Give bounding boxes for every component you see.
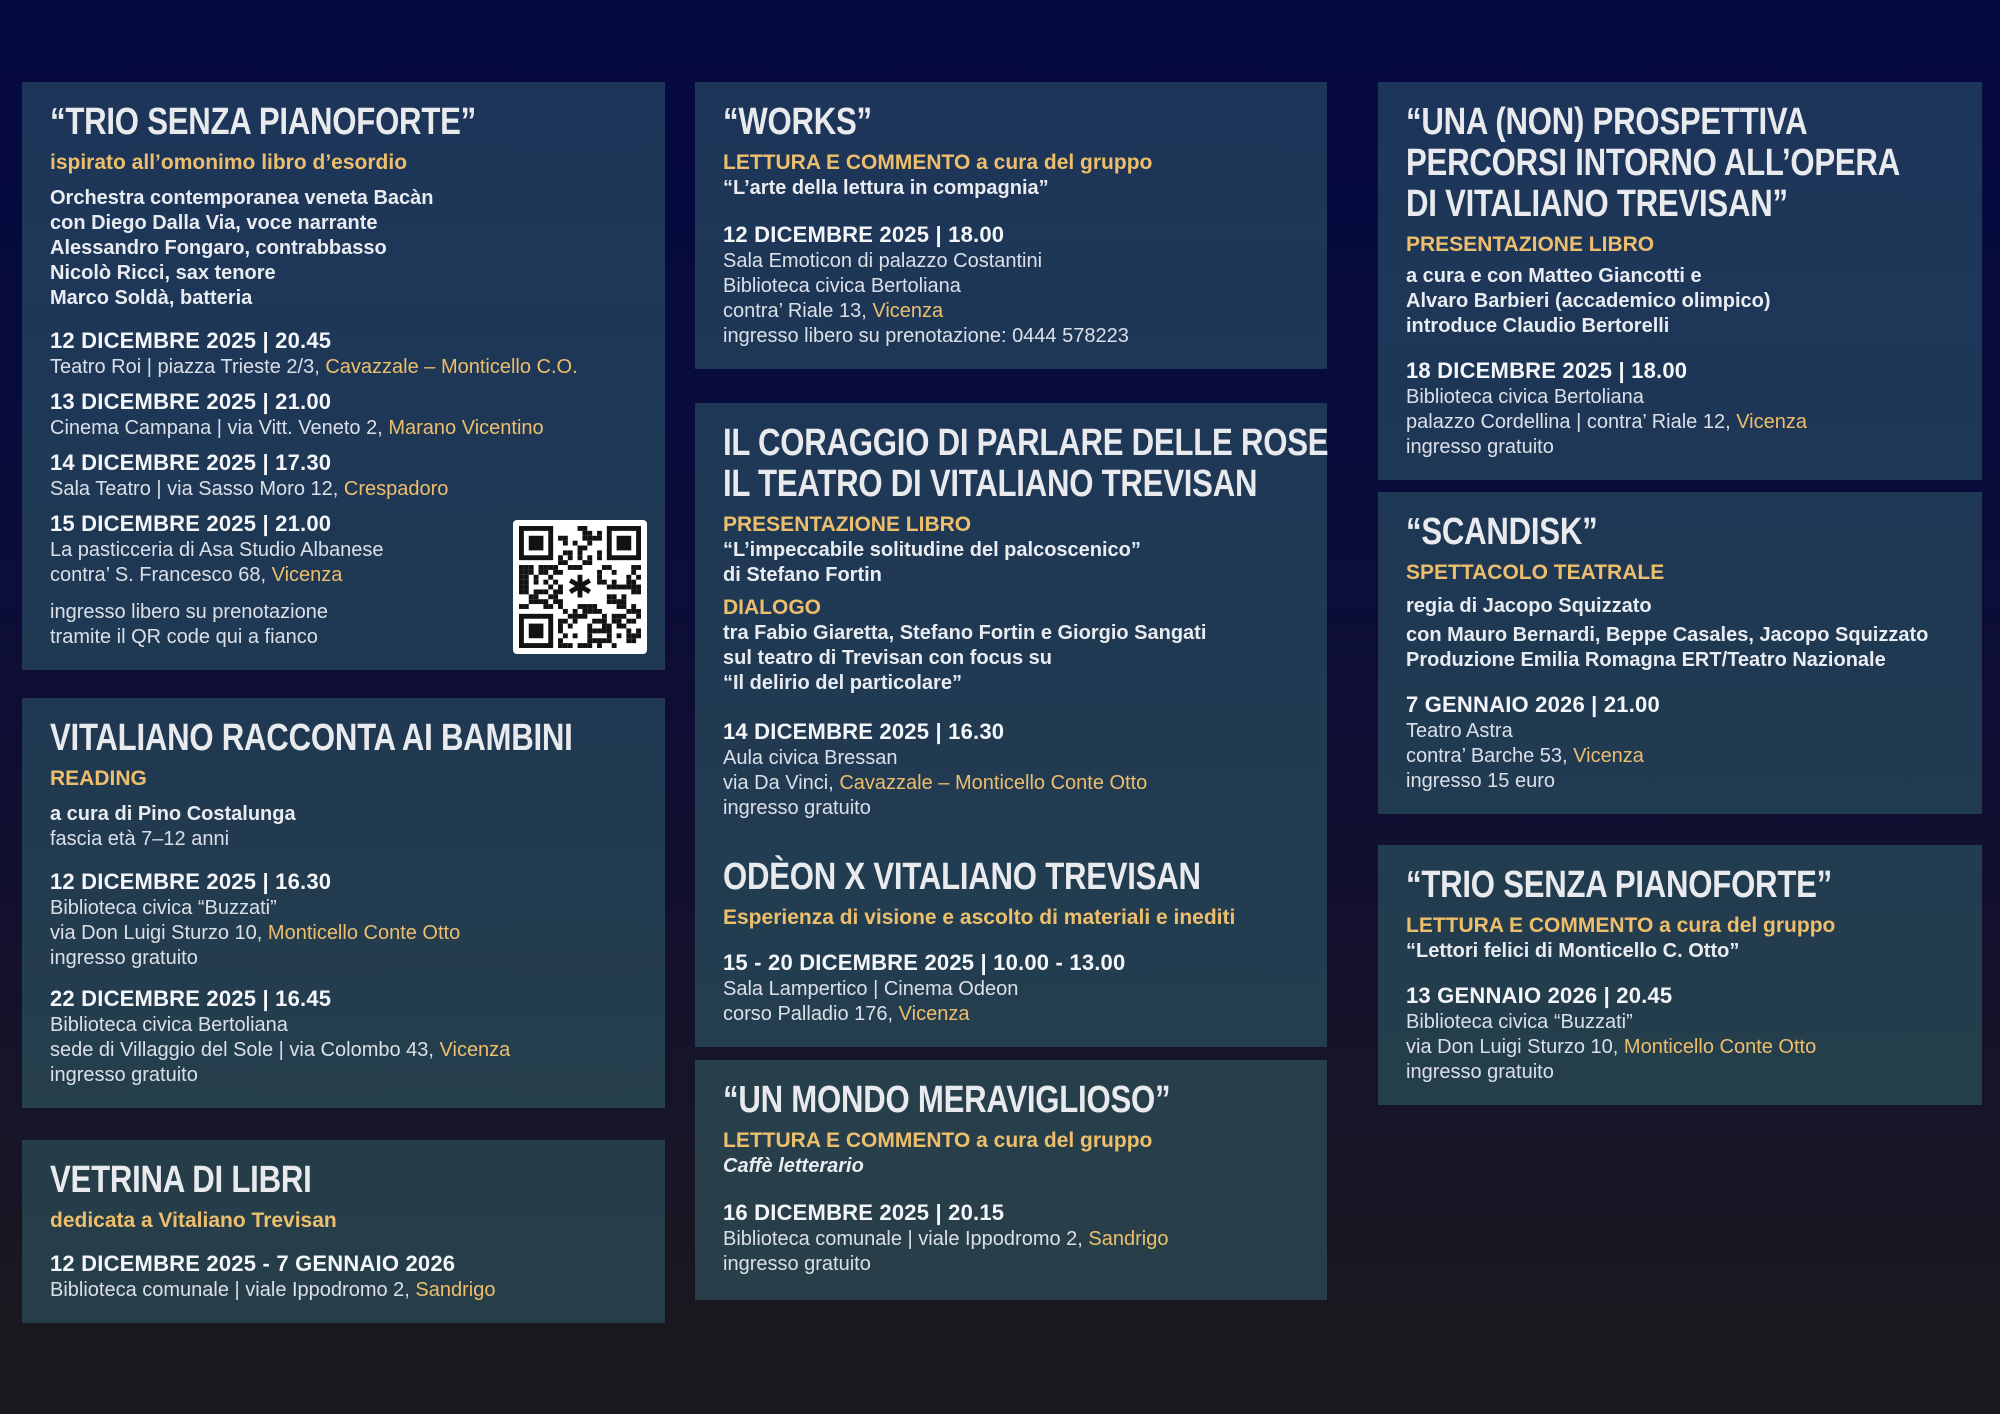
event-date: 18 DICEMBRE 2025 | 18.00 xyxy=(1406,358,1688,383)
location-accent-text: Monticello Conte Otto xyxy=(267,922,461,944)
card-title: “UNA (NON) PROSPETTIVA PERCORSI INTORNO ALL’OPERA DI VITALIANO TREVISAN” xyxy=(1406,101,1900,225)
spacer xyxy=(1406,673,1954,683)
text-line: con Mauro Bernardi, Beppe Casales, Jacopo Squizzato xyxy=(1406,624,1929,646)
text-line: Marco Soldà, batteria xyxy=(50,287,253,309)
text-line: ingresso gratuito xyxy=(50,1064,198,1086)
card-title: “TRIO SENZA PIANOFORTE” xyxy=(50,101,476,143)
event-card-m1 xyxy=(695,82,1327,369)
location-accent-text: Crespadoro xyxy=(343,478,449,500)
event-date: 15 - 20 DICEMBRE 2025 | 10.00 - 13.00 xyxy=(723,950,1126,975)
spacer xyxy=(50,311,637,319)
event-date: 14 DICEMBRE 2025 | 16.30 xyxy=(723,719,1005,744)
text-line: via Da Vinci, Cavazzale – Monticello Conte Otto xyxy=(723,772,1148,794)
card-title: VETRINA DI LIBRI xyxy=(50,1159,312,1201)
event-kicker: DIALOGO xyxy=(723,596,821,619)
qr-code-icon xyxy=(513,520,647,654)
text-line: Alvaro Barbieri (accademico olimpico) xyxy=(1406,290,1771,312)
text-line: palazzo Cordellina | contra’ Riale 12, Vicenza xyxy=(1406,411,1807,433)
text-line: via Don Luigi Sturzo 10, Monticello Conte Otto xyxy=(1406,1036,1817,1058)
event-kicker: SPETTACOLO TEATRALE xyxy=(1406,561,1665,584)
event-date: 14 DICEMBRE 2025 | 17.30 xyxy=(50,450,332,475)
event-card-l2 xyxy=(22,698,665,1108)
text-line: ingresso gratuito xyxy=(50,947,198,969)
text-line: “Il delirio del particolare” xyxy=(723,672,962,694)
text-line: Caffè letterario xyxy=(723,1155,864,1177)
event-kicker: Esperienza di visione e ascolto di materiali e inediti xyxy=(723,906,1236,929)
text-line: Orchestra contemporanea veneta Bacàn xyxy=(50,187,434,209)
event-kicker: READING xyxy=(50,767,147,790)
event-date: 22 DICEMBRE 2025 | 16.45 xyxy=(50,986,332,1011)
event-kicker: dedicata a Vitaliano Trevisan xyxy=(50,1209,337,1232)
text-line: Sala Lampertico | Cinema Odeon xyxy=(723,978,1019,1000)
text-line: di Stefano Fortin xyxy=(723,564,882,586)
text-line: Cinema Campana | via Vitt. Veneto 2, Marano Vicentino xyxy=(50,417,544,439)
card-title: “SCANDISK” xyxy=(1406,511,1598,553)
card-title: ODÈON X VITALIANO TREVISAN xyxy=(723,856,1201,898)
text-line: Sala Teatro | via Sasso Moro 12, Crespadoro xyxy=(50,478,449,500)
text-line: Produzione Emilia Romagna ERT/Teatro Nazionale xyxy=(1406,649,1886,671)
text-line: Nicolò Ricci, sax tenore xyxy=(50,262,276,284)
card-title: IL CORAGGIO DI PARLARE DELLE ROSE IL TEATRO DI VITALIANO TREVISAN xyxy=(723,422,1329,505)
spacer xyxy=(1406,339,1954,349)
text-line: Biblioteca civica “Buzzati” xyxy=(1406,1011,1633,1033)
event-kicker: LETTURA E COMMENTO a cura del gruppo xyxy=(723,151,1153,174)
event-date: 7 GENNAIO 2026 | 21.00 xyxy=(1406,692,1660,717)
event-date: 16 DICEMBRE 2025 | 20.15 xyxy=(723,1200,1005,1225)
event-card-r1 xyxy=(1378,82,1982,480)
text-line: ingresso libero su prenotazione xyxy=(50,601,328,623)
event-date: 12 DICEMBRE 2025 - 7 GENNAIO 2026 xyxy=(50,1251,456,1276)
text-line: corso Palladio 176, Vicenza xyxy=(723,1003,970,1025)
text-line: Aula civica Bressan xyxy=(723,747,898,769)
text-line: contra’ Riale 13, Vicenza xyxy=(723,300,944,322)
card-title: “WORKS” xyxy=(723,101,872,143)
column-middle xyxy=(695,0,1327,1414)
text-line: “Lettori felici di Monticello C. Otto” xyxy=(1406,940,1740,962)
text-line: sul teatro di Trevisan con focus su xyxy=(723,647,1052,669)
text-line: Biblioteca comunale | viale Ippodromo 2, Sandrigo xyxy=(50,1279,496,1301)
text-line: tramite il QR code qui a fianco xyxy=(50,626,318,648)
text-line: introduce Claudio Bertorelli xyxy=(1406,315,1670,337)
event-kicker: ispirato all’omonimo libro d’esordio xyxy=(50,151,408,174)
svg-text:✱: ✱ xyxy=(566,569,594,606)
spacer xyxy=(50,792,637,802)
event-card-r3 xyxy=(1378,845,1982,1105)
text-line: Biblioteca civica “Buzzati” xyxy=(50,897,277,919)
spacer xyxy=(723,201,1299,213)
text-line: con Diego Dalla Via, voce narrante xyxy=(50,212,378,234)
event-date: 15 DICEMBRE 2025 | 21.00 xyxy=(50,511,332,536)
event-card-m4 xyxy=(695,1060,1327,1300)
card-title: VITALIANO RACCONTA AI BAMBINI xyxy=(50,717,573,759)
text-line: via Don Luigi Sturzo 10, Monticello Conte Otto xyxy=(50,922,461,944)
location-accent-text: Vicenza xyxy=(898,1003,970,1025)
text-line: ingresso gratuito xyxy=(1406,436,1554,458)
text-line: ingresso gratuito xyxy=(1406,1061,1554,1083)
event-date: 12 DICEMBRE 2025 | 16.30 xyxy=(50,869,332,894)
text-line: “L’arte della lettura in compagnia” xyxy=(723,177,1049,199)
event-kicker: LETTURA E COMMENTO a cura del gruppo xyxy=(1406,914,1836,937)
spacer xyxy=(50,852,637,860)
event-card-l1 xyxy=(22,82,665,670)
text-line: contra’ S. Francesco 68, Vicenza xyxy=(50,564,343,586)
event-kicker: PRESENTAZIONE LIBRO xyxy=(723,513,972,536)
text-line: ingresso gratuito xyxy=(723,797,871,819)
event-card-r2 xyxy=(1378,492,1982,814)
text-line: sede di Villaggio del Sole | via Colombo 43, Vicenza xyxy=(50,1039,511,1061)
text-line: La pasticceria di Asa Studio Albanese xyxy=(50,539,384,561)
spacer xyxy=(50,1234,637,1242)
text-line: ingresso libero su prenotazione: 0444 578223 xyxy=(723,325,1129,347)
event-card-m2 xyxy=(695,403,1327,841)
text-line: a cura di Pino Costalunga xyxy=(50,803,296,825)
location-accent-text: Cavazzale – Monticello Conte Otto xyxy=(839,772,1148,794)
location-accent-text: Marano Vicentino xyxy=(388,417,544,439)
text-line: Biblioteca comunale | viale Ippodromo 2, Sandrigo xyxy=(723,1228,1169,1250)
text-line: Alessandro Fongaro, contrabbasso xyxy=(50,237,387,259)
card-title: “TRIO SENZA PIANOFORTE” xyxy=(1406,864,1832,906)
event-date: 12 DICEMBRE 2025 | 20.45 xyxy=(50,328,332,353)
spacer xyxy=(723,696,1299,710)
text-line: Biblioteca civica Bertoliana xyxy=(50,1014,288,1036)
event-date: 12 DICEMBRE 2025 | 18.00 xyxy=(723,222,1005,247)
location-accent-text: Sandrigo xyxy=(415,1279,496,1301)
location-accent-text: Cavazzale – Monticello C.O. xyxy=(325,356,578,378)
spacer xyxy=(1406,964,1954,974)
text-line: a cura e con Matteo Giancotti e xyxy=(1406,265,1702,287)
location-accent-text: Monticello Conte Otto xyxy=(1623,1036,1817,1058)
location-accent-text: Vicenza xyxy=(439,1039,511,1061)
spacer xyxy=(1406,586,1954,594)
spacer xyxy=(50,971,637,977)
column-right xyxy=(1378,0,1982,1414)
text-line: contra’ Barche 53, Vicenza xyxy=(1406,745,1644,767)
location-accent-text: Sandrigo xyxy=(1088,1228,1169,1250)
text-line: tra Fabio Giaretta, Stefano Fortin e Giorgio Sangati xyxy=(723,622,1207,644)
text-line: regia di Jacopo Squizzato xyxy=(1406,595,1652,617)
text-line: Sala Emoticon di palazzo Costantini xyxy=(723,250,1043,272)
text-line: Biblioteca civica Bertoliana xyxy=(1406,386,1644,408)
event-date: 13 GENNAIO 2026 | 20.45 xyxy=(1406,983,1673,1008)
event-card-m3 xyxy=(695,837,1327,1047)
location-accent-text: Vicenza xyxy=(1573,745,1644,767)
text-line: ingresso gratuito xyxy=(723,1253,871,1275)
location-accent-text: Vicenza xyxy=(872,300,944,322)
card-title: “UN MONDO MERAVIGLIOSO” xyxy=(723,1079,1171,1121)
text-line: “L’impeccabile solitudine del palcoscenico” xyxy=(723,539,1141,561)
text-line: Biblioteca civica Bertoliana xyxy=(723,275,961,297)
event-kicker: PRESENTAZIONE LIBRO xyxy=(1406,233,1655,256)
event-date: 13 DICEMBRE 2025 | 21.00 xyxy=(50,389,332,414)
event-kicker: LETTURA E COMMENTO a cura del gruppo xyxy=(723,1129,1153,1152)
column-left xyxy=(22,0,665,1414)
text-line: fascia età 7–12 anni xyxy=(50,828,230,850)
text-line: ingresso 15 euro xyxy=(1406,770,1555,792)
text-line: Teatro Astra xyxy=(1406,720,1513,742)
location-accent-text: Vicenza xyxy=(271,564,343,586)
spacer xyxy=(723,1179,1299,1191)
event-card-l3 xyxy=(22,1140,665,1323)
spacer xyxy=(723,931,1299,941)
text-line: Teatro Roi | piazza Trieste 2/3, Cavazzale – Monticello C.O. xyxy=(50,356,578,378)
location-accent-text: Vicenza xyxy=(1736,411,1807,433)
spacer xyxy=(50,176,637,186)
